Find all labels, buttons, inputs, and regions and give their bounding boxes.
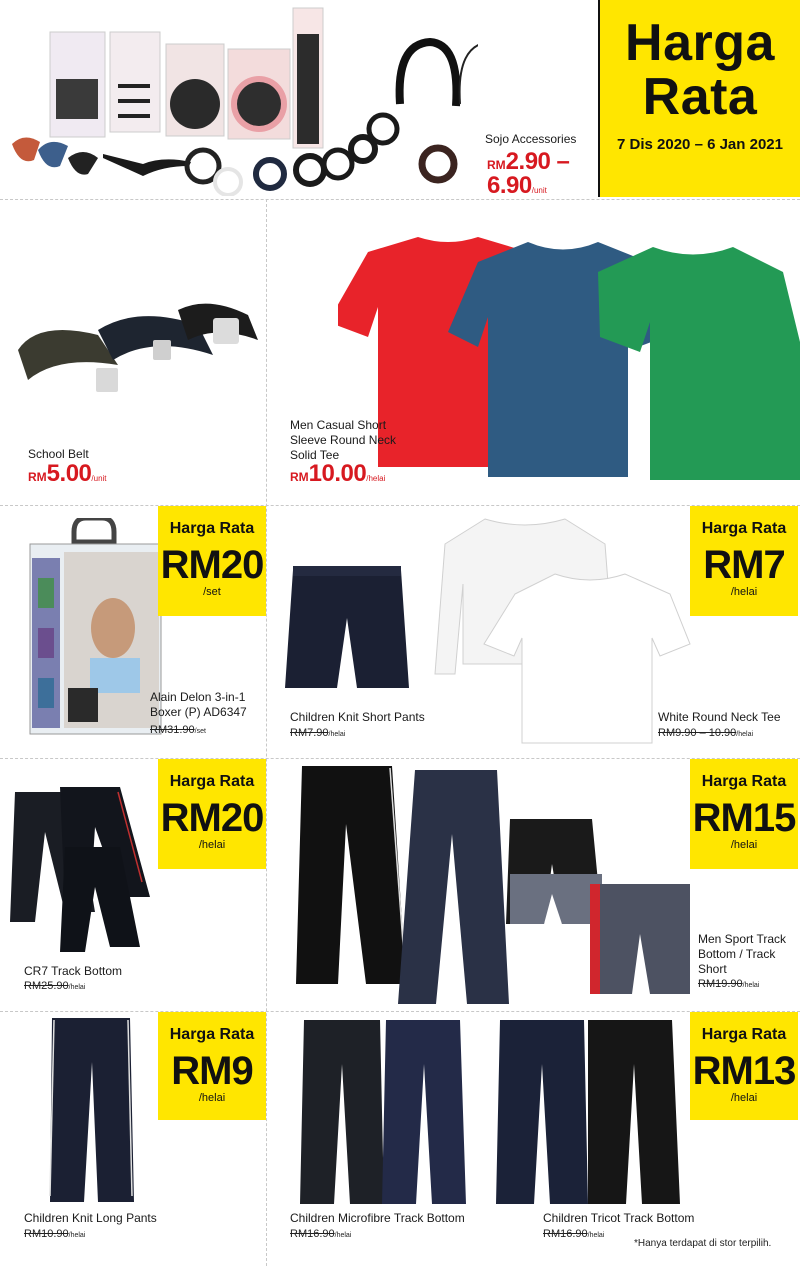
divider — [0, 1011, 800, 1012]
badge-heading: Harga Rata — [169, 773, 255, 790]
badge-unit: /helai — [198, 1092, 226, 1104]
badge-heading: Harga Rata — [169, 520, 255, 537]
badge-unit: /set — [203, 586, 221, 598]
badge-price: RM15 — [692, 796, 796, 840]
badge-heading: Harga Rata — [169, 1026, 255, 1043]
product-name: Men Sport Track Bottom / Track Short — [698, 932, 787, 976]
badge-unit: /helai — [730, 586, 758, 598]
hero-title-line2: Rata — [642, 68, 758, 126]
product-price: RM2.90 – — [487, 148, 570, 175]
old-price: RM16.90/helai — [290, 1228, 352, 1240]
old-price: RM31.90/set — [150, 724, 206, 736]
badge-price: RM9 — [171, 1049, 253, 1093]
boxer-pack-image — [28, 518, 163, 736]
product-name: Men Casual Short Sleeve Round Neck Solid Tee — [290, 418, 397, 462]
product-name: Children Knit Long Pants — [24, 1211, 157, 1225]
product-price: RM10.00/helai — [290, 460, 386, 487]
sport-pants-image — [290, 764, 690, 1004]
colored-tees-image — [338, 232, 800, 480]
product-name: CR7 Track Bottom — [24, 964, 123, 978]
price-badge-boxer — [158, 506, 266, 616]
divider — [0, 505, 800, 506]
product-name: Children Tricot Track Bottom — [543, 1211, 695, 1225]
product-name: White Round Neck Tee — [658, 710, 781, 724]
price-badge-cr7 — [158, 759, 266, 869]
badge-heading: Harga Rata — [701, 1026, 787, 1043]
badge-price: RM13 — [692, 1049, 796, 1093]
price-badge-knit-long — [158, 1012, 266, 1120]
badge-unit: /helai — [198, 839, 226, 851]
badge-heading: Harga Rata — [701, 773, 787, 790]
divider — [266, 199, 267, 1266]
hero-title-line1: Harga — [625, 14, 775, 72]
old-price: RM16.90/helai — [543, 1228, 605, 1240]
divider — [0, 758, 800, 759]
product-name: Alain Delon 3-in-1 Boxer (P) AD6347 — [150, 690, 247, 719]
badge-price: RM20 — [160, 543, 264, 587]
price-badge-white-tee — [690, 506, 798, 616]
knit-long-pants-image — [46, 1016, 136, 1206]
track-bottoms-image — [10, 782, 160, 957]
price-badge-sport — [690, 759, 798, 869]
badge-unit: /helai — [730, 839, 758, 851]
shorts-image — [283, 564, 411, 694]
old-price: RM19.90/helai — [698, 978, 760, 990]
badge-price: RM7 — [703, 543, 785, 587]
microfibre-pants-image — [300, 1018, 470, 1206]
product-name: Sojo Accessories — [485, 132, 577, 146]
old-price: RM7.90/helai — [290, 727, 346, 739]
hair-accessories-image — [8, 4, 478, 196]
product-name: Children Microfibre Track Bottom — [290, 1211, 465, 1225]
old-price: RM9.90 – 10.90/helai — [658, 727, 754, 739]
price-badge-tricot — [690, 1012, 798, 1120]
badge-heading: Harga Rata — [701, 520, 787, 537]
old-price: RM10.90/helai — [24, 1228, 86, 1240]
old-price: RM25.90/helai — [24, 980, 86, 992]
divider — [0, 199, 800, 200]
product-name: School Belt — [28, 447, 89, 461]
tricot-pants-image — [496, 1018, 686, 1206]
white-tees-image — [425, 514, 693, 746]
hero-dates: 7 Dis 2020 – 6 Jan 2021 — [617, 136, 783, 153]
hero-banner — [598, 0, 800, 197]
product-price: RM5.00/unit — [28, 460, 107, 487]
school-belt-image — [8, 290, 263, 410]
footnote: *Hanya terdapat di stor terpilih. — [634, 1238, 772, 1249]
product-name: Children Knit Short Pants — [290, 710, 425, 724]
badge-price: RM20 — [160, 796, 264, 840]
product-price-upper: 6.90/unit — [487, 172, 547, 199]
badge-unit: /helai — [730, 1092, 758, 1104]
